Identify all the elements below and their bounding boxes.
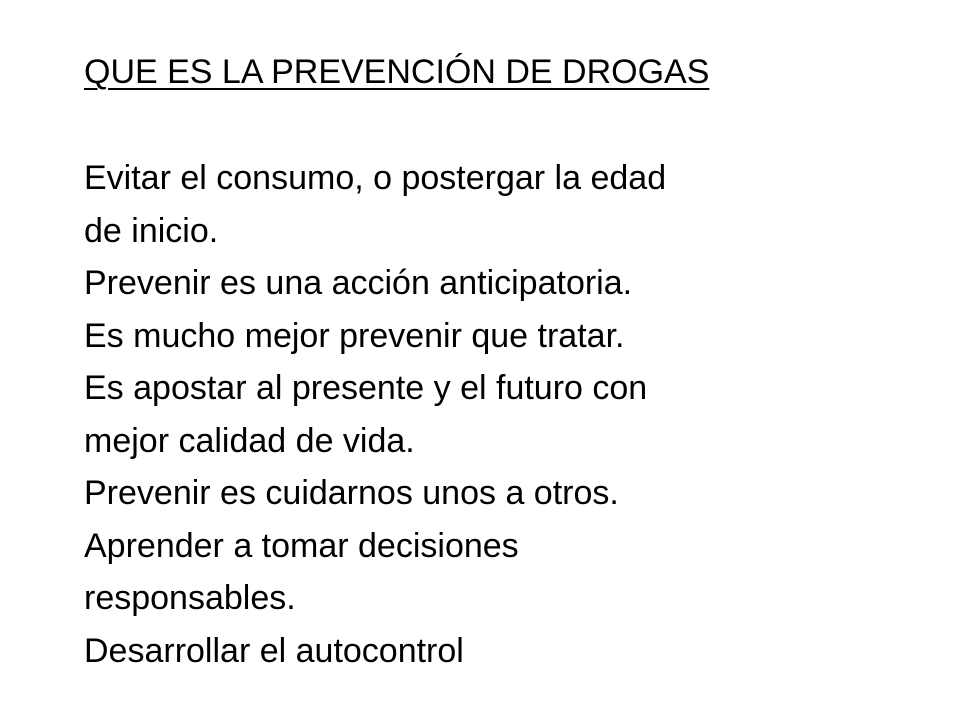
body-line: responsables. [84, 579, 296, 617]
slide-title: QUE ES LA PREVENCIÓN DE DROGAS [84, 53, 710, 91]
slide-content [84, 46, 884, 677]
body-line: Aprender a tomar decisiones [84, 526, 519, 565]
body-line: Desarrollar el autocontrol [84, 631, 464, 670]
body-line: Es mucho mejor prevenir que tratar. [84, 316, 625, 355]
body-line: Evitar el consumo, o postergar la edad [84, 159, 667, 197]
body-line: Prevenir es una acción anticipatoria. [84, 264, 633, 302]
body-line: Es apostar al presente y el futuro con [84, 369, 648, 407]
body-line: de inicio. [84, 211, 219, 250]
body-line: Prevenir es cuidarnos unos a otros. [84, 474, 619, 512]
slide-body [84, 152, 884, 677]
body-line: mejor calidad de vida. [84, 421, 415, 460]
